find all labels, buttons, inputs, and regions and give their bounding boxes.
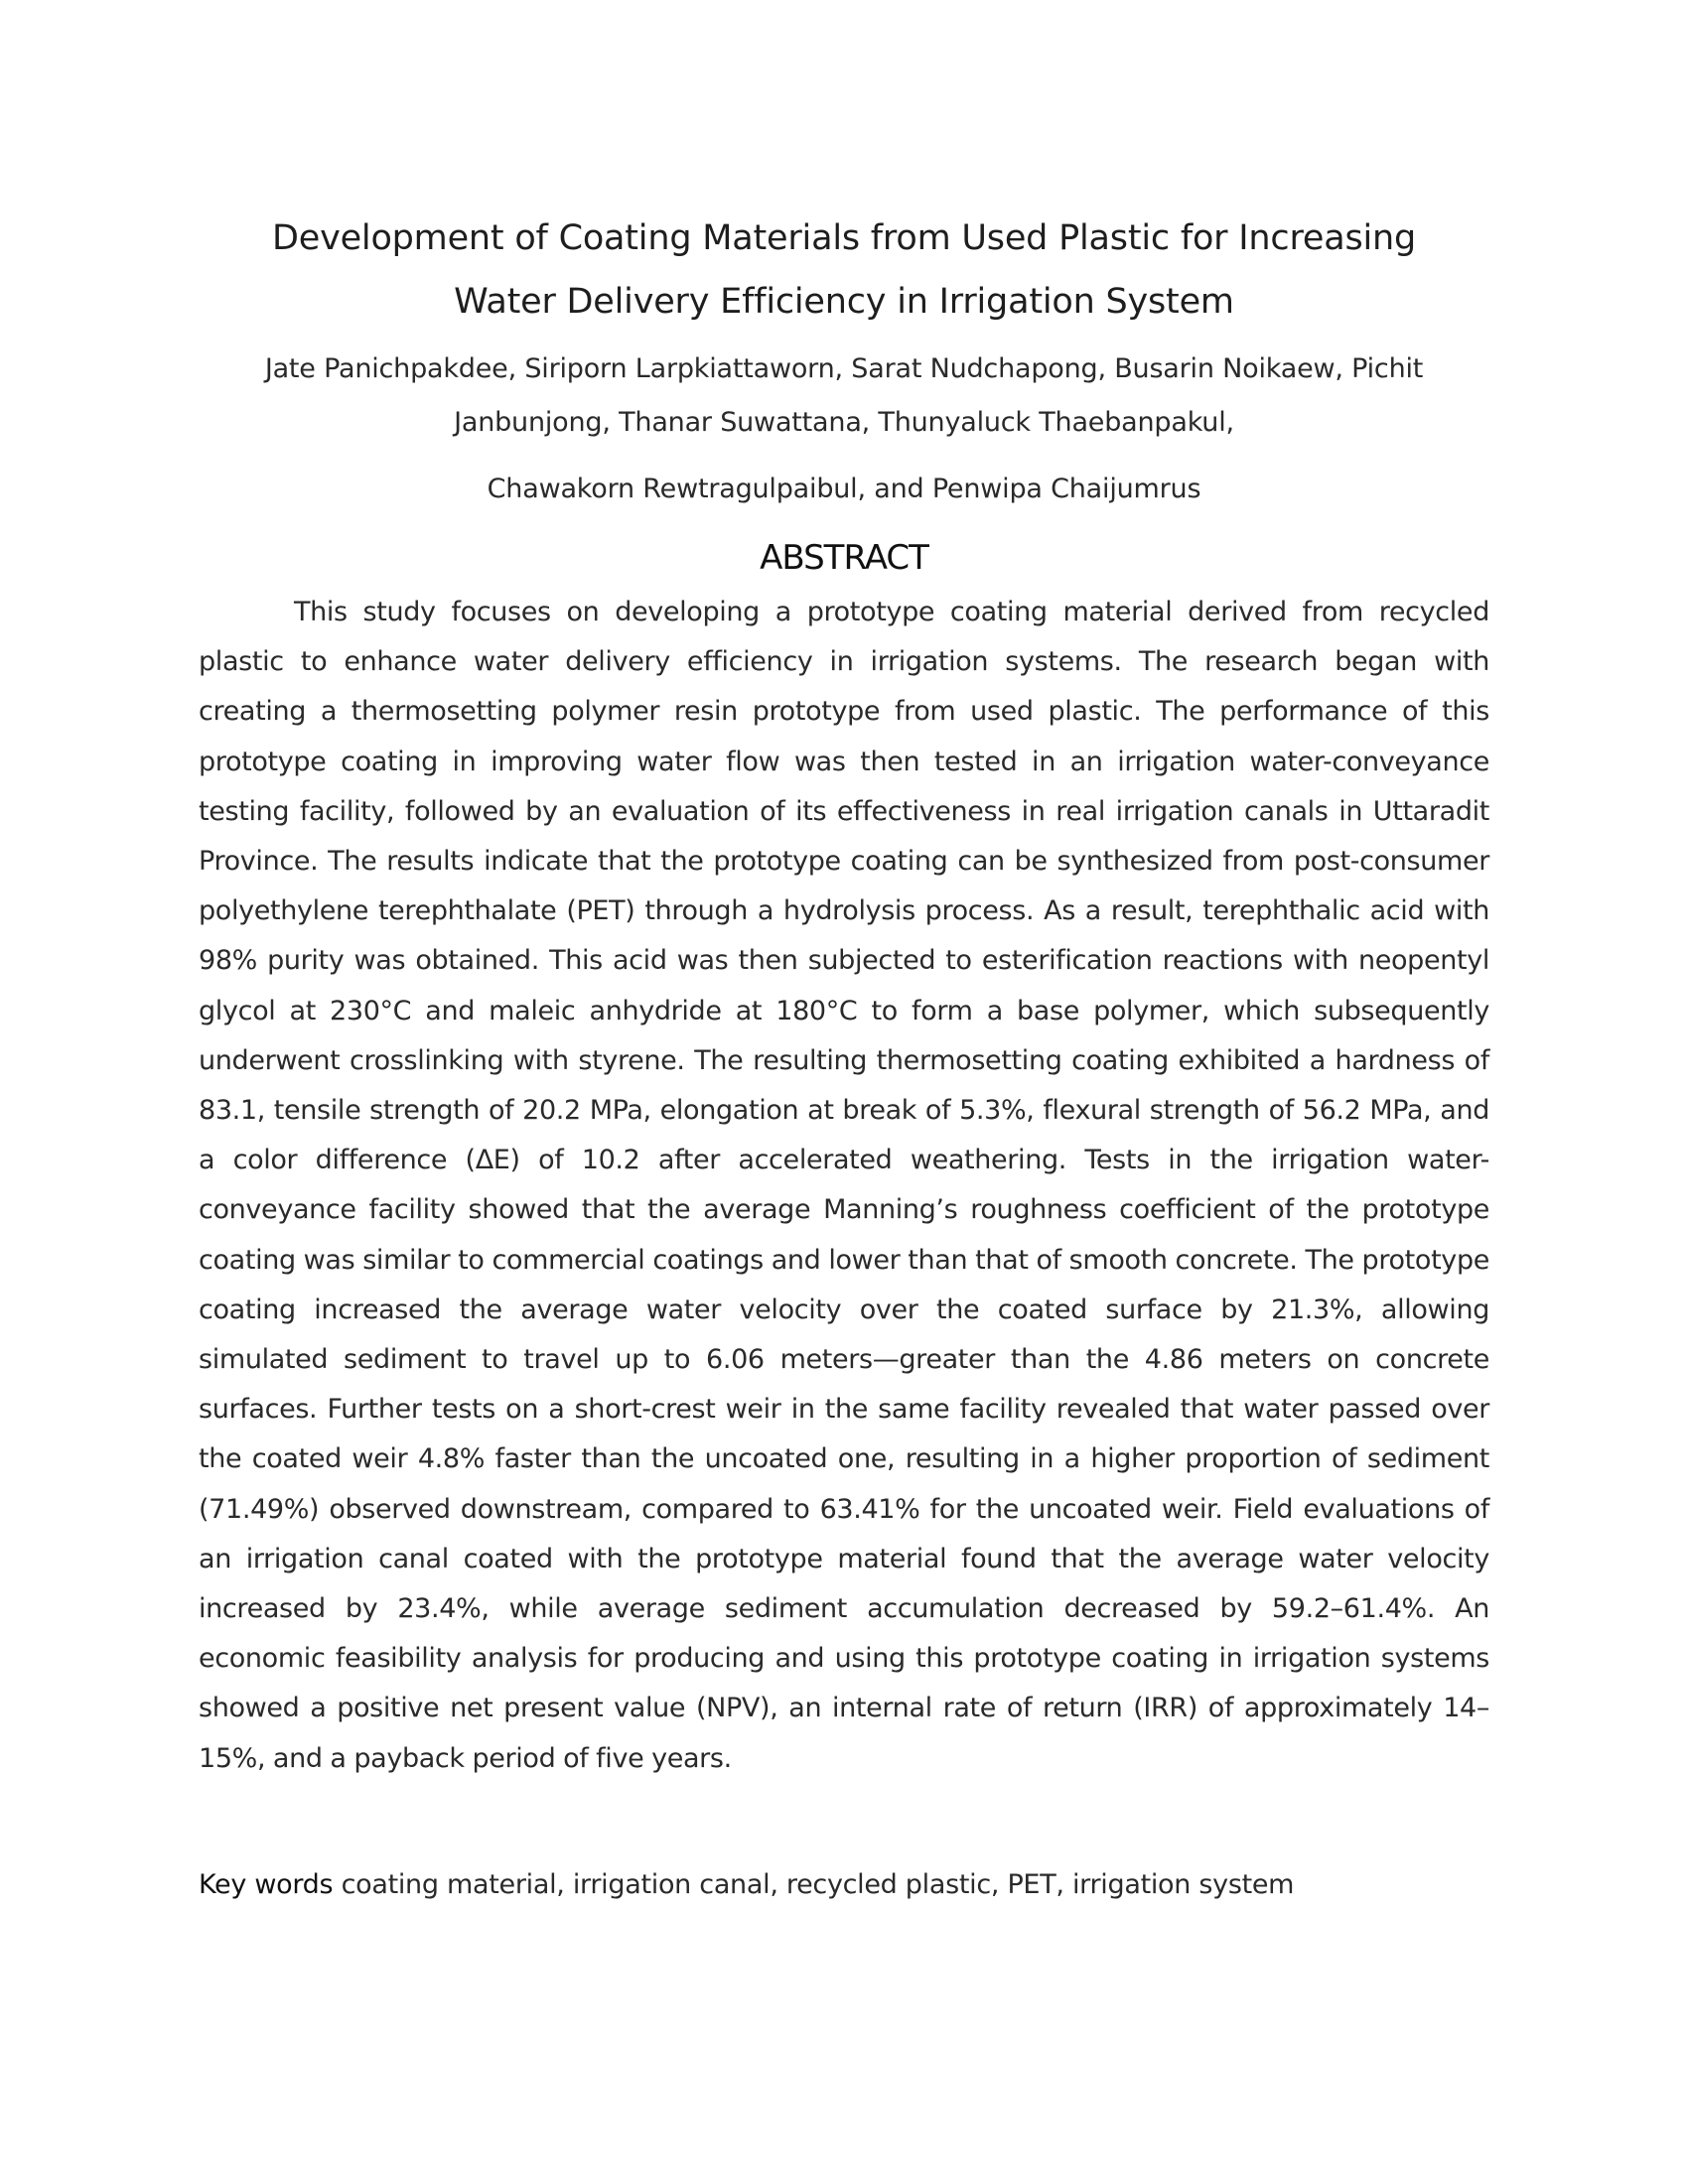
title-line-1: Development of Coating Materials from Used Plastic for Increasing — [271, 218, 1416, 258]
authors-line-3: Chawakorn Rewtragulpaibul, and Penwipa Chaijumrus — [487, 474, 1201, 504]
keywords — [199, 1860, 1489, 1910]
keywords-label: Key words — [199, 1869, 334, 1900]
keywords-list: coating material, irrigation canal, recycled plastic, PET, irrigation system — [333, 1869, 1295, 1900]
abstract-heading: ABSTRACT — [760, 538, 928, 578]
abstract-text: This study focuses on developing a prototype coating material derived from recycled plastic to enhance water delivery efficiency in irrigation systems. The research began with creating a thermosetting polymer resin prototype from used plastic. The performance of this prototype coating in improving water flow was then tested in an irrigation water-conveyance testing facility, followed by an evaluation of its effectiveness in real irrigation canals in Uttaradit Province. The results indicate that the prototype coating can be synthesized from post-consumer polyethylene terephthalate (PET) through a hydrolysis process. As a result, terephthalic acid with 98% purity was obtained. This acid was then subjected to esterification reactions with neopentyl glycol at 230°C and maleic anhydride at 180°C to form a base polymer, which subsequently underwent crosslinking with styrene. The resulting thermosetting coating exhibited a hardness of 83.1, tensile strength of 20.2 MPa, elongation at break of 5.3%, flexural strength of 56.2 MPa, and a color difference (ΔE) of 10.2 after accelerated weathering. Tests in the irrigation water-conveyance facility showed that the average Manning’s roughness coefficient of the prototype coating was similar to commercial coatings and lower than that of smooth concrete. The prototype coating increased the average water velocity over the coated surface by 21.3%, allowing simulated sediment to travel up to 6.06 meters—greater than the 4.86 meters on concrete surfaces. Further tests on a short-crest weir in the same facility revealed that water passed over the coated weir 4.8% faster than the uncoated one, resulting in a higher proportion of sediment (71.49%) observed downstream, compared to 63.41% for the uncoated weir. Field evaluations of an irrigation canal coated with the prototype material found that the average water velocity increased by 23.4%, while average sediment accumulation decreased by 59.2–61.4%. An economic feasibility analysis for producing and using this prototype coating in irrigation systems showed a positive net present value (NPV), an internal rate of return (IRR) of approximately 14–15%, and a payback period of five years. — [199, 597, 1489, 1774]
authors-line-2: Janbunjong, Thanar Suwattana, Thunyaluck Thaebanpakul, — [454, 407, 1234, 438]
title-line-2: Water Delivery Efficiency in Irrigation System — [454, 282, 1234, 322]
authors-line-1: Jate Panichpakdee, Siriporn Larpkiattaworn, Sarat Nudchapong, Busarin Noikaew, Pichit — [264, 353, 1424, 384]
paper-title — [199, 206, 1489, 334]
author-list — [199, 342, 1489, 450]
